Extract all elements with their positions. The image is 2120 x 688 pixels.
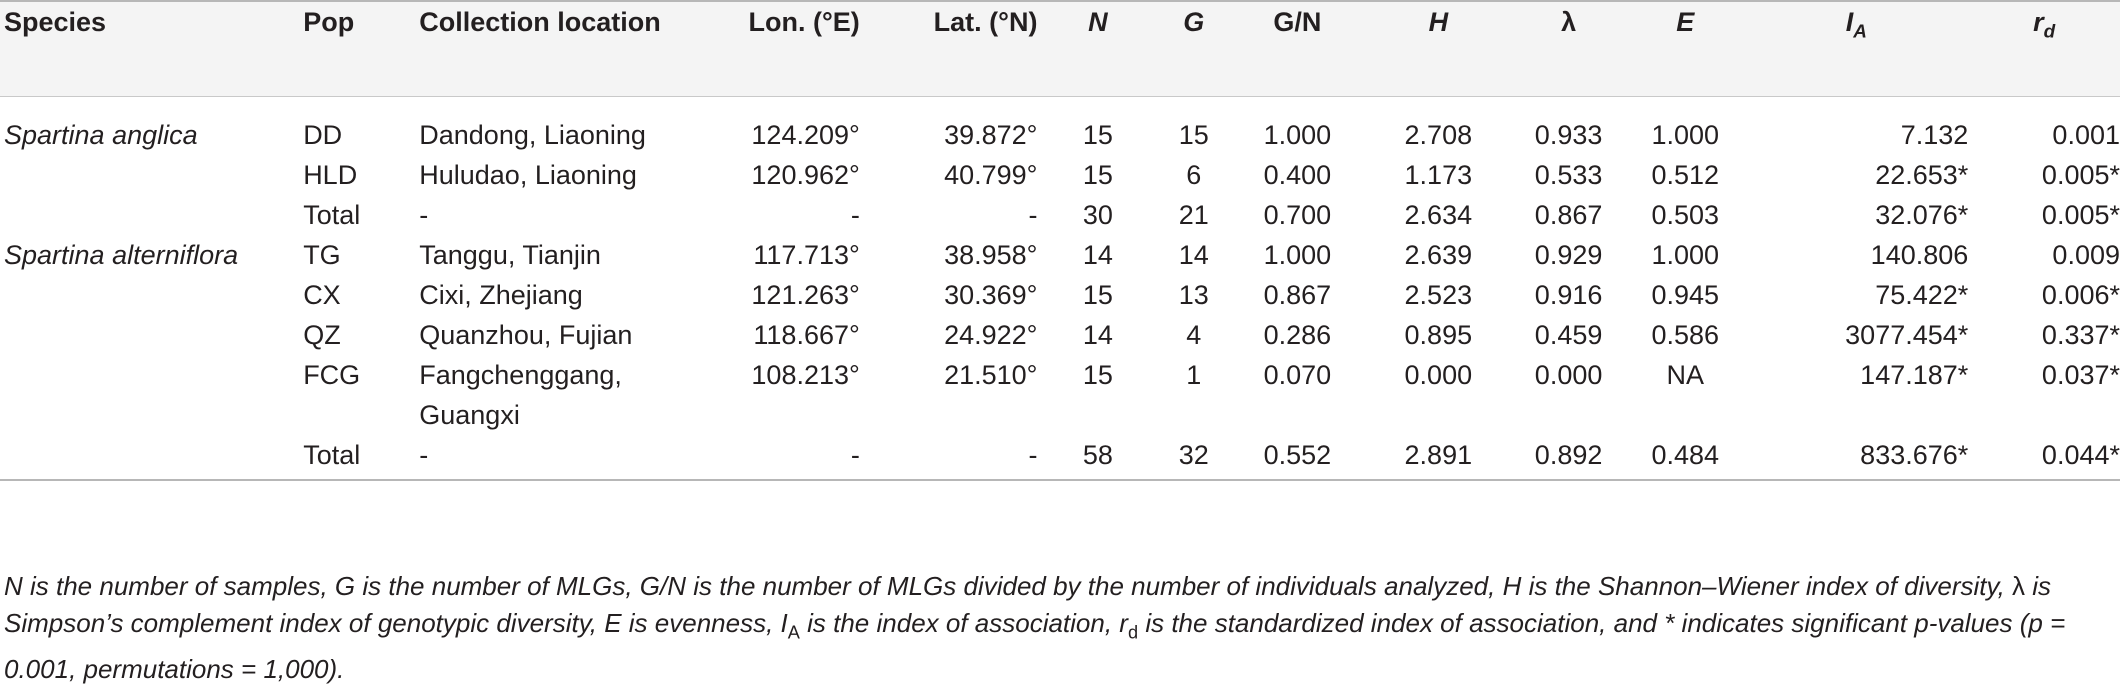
header-h: H	[1428, 7, 1449, 37]
cell-gn: 1.000	[1263, 239, 1332, 270]
header-rd	[1968, 1, 2120, 96]
cell-lon: 108.213°	[751, 359, 860, 390]
header-rd-sub: d	[2043, 21, 2056, 43]
cell-ia: 147.187*	[1860, 359, 1969, 390]
cell-gn: 0.400	[1263, 159, 1332, 190]
cell-e: 0.512	[1651, 159, 1720, 190]
header-rd-base: r	[2033, 7, 2044, 37]
cell-h: 1.173	[1404, 159, 1473, 190]
cell-h: 0.895	[1404, 319, 1473, 350]
cell-n: 15	[1082, 279, 1113, 310]
cell-lon: 120.962°	[751, 159, 860, 190]
cell-h: 2.523	[1404, 279, 1473, 310]
table-row	[0, 315, 2120, 355]
header-e: E	[1676, 7, 1695, 37]
cell-pop: Total	[303, 199, 361, 230]
cell-n: 30	[1082, 199, 1113, 230]
table-row	[0, 435, 2120, 480]
cell-n: 15	[1082, 359, 1113, 390]
cell-location: Quanzhou, Fujian	[419, 319, 633, 350]
table-footnote	[4, 568, 2116, 688]
cell-rd: 0.006*	[2041, 279, 2120, 310]
cell-n: 58	[1082, 439, 1113, 470]
cell-n: 14	[1082, 239, 1113, 270]
cell-lon: -	[850, 199, 860, 230]
table-row	[0, 275, 2120, 315]
cell-ia: 75.422*	[1875, 279, 1969, 310]
header-ia-sub: A	[1853, 21, 1867, 43]
cell-lambda: 0.000	[1534, 359, 1603, 390]
cell-location: Cixi, Zhejiang	[419, 279, 583, 310]
footnote-rd-sub: d	[1127, 622, 1139, 643]
cell-lat: 39.872°	[944, 119, 1038, 150]
cell-g: 15	[1178, 119, 1209, 150]
table-row	[0, 195, 2120, 235]
cell-e: 0.484	[1651, 439, 1720, 470]
cell-lat: 38.958°	[944, 239, 1038, 270]
cell-species: Spartina anglica	[4, 119, 198, 150]
header-collection-location: Collection location	[419, 7, 661, 37]
cell-location: Dandong, Liaoning	[419, 119, 646, 150]
cell-gn: 0.070	[1263, 359, 1332, 390]
cell-h: 2.708	[1404, 119, 1473, 150]
cell-gn: 0.286	[1263, 319, 1332, 350]
cell-pop: QZ	[303, 319, 341, 350]
footnote-part-1: N is the number of samples, G is the number of MLGs, G/N is the number of MLGs divided by the number of individuals analyzed, H is the Shannon–Wiener index of diversity,	[4, 571, 2005, 601]
cell-location: Huludao, Liaoning	[419, 159, 637, 190]
cell-e: 0.945	[1651, 279, 1720, 310]
footnote-part-4: is the standardized index of association, and * indicates significant p-values (p = 0.001, permutations = 1,000).	[4, 608, 2066, 685]
cell-lat: 21.510°	[944, 359, 1038, 390]
cell-lambda: 0.933	[1534, 119, 1603, 150]
cell-g: 4	[1186, 319, 1202, 350]
table-body	[0, 96, 2120, 480]
cell-gn: 0.552	[1263, 439, 1332, 470]
cell-e: 0.586	[1651, 319, 1720, 350]
header-ia	[1744, 1, 1968, 96]
cell-g: 6	[1186, 159, 1202, 190]
cell-h: 2.634	[1404, 199, 1473, 230]
header-lambda: λ	[1561, 7, 1577, 37]
cell-e: 1.000	[1651, 119, 1720, 150]
cell-e: 0.503	[1651, 199, 1720, 230]
cell-pop: DD	[303, 119, 343, 150]
header-lat: Lat. (°N)	[933, 7, 1038, 37]
cell-lat: 30.369°	[944, 279, 1038, 310]
cell-pop: TG	[303, 239, 341, 270]
cell-e: NA	[1666, 359, 1704, 390]
header-n: N	[1088, 7, 1108, 37]
header-pop: Pop	[303, 7, 355, 37]
cell-species	[0, 315, 303, 355]
cell-n: 14	[1082, 319, 1113, 350]
cell-h: 2.639	[1404, 239, 1473, 270]
cell-g: 13	[1178, 279, 1209, 310]
cell-h: 0.000	[1404, 359, 1473, 390]
footnote-ia-sub: A	[787, 622, 800, 643]
footnote-part-2: is Simpson’s complement index of genotypic diversity, E is evenness, I	[4, 571, 2052, 638]
table-row	[0, 235, 2120, 275]
cell-location: -	[419, 199, 429, 230]
cell-e: 1.000	[1651, 239, 1720, 270]
cell-species	[0, 155, 303, 195]
cell-pop: HLD	[303, 159, 358, 190]
cell-lambda: 0.916	[1534, 279, 1603, 310]
cell-location: -	[419, 439, 429, 470]
cell-rd: 0.001	[2052, 119, 2120, 150]
cell-pop: CX	[303, 279, 341, 310]
cell-rd: 0.009	[2052, 239, 2120, 270]
header-ia-base: I	[1845, 7, 1854, 37]
cell-species	[0, 435, 303, 480]
cell-pop: Total	[303, 439, 361, 470]
cell-ia: 140.806	[1870, 239, 1969, 270]
cell-lon: -	[850, 439, 860, 470]
cell-g: 32	[1178, 439, 1209, 470]
cell-rd: 0.037*	[2041, 359, 2120, 390]
cell-lon: 124.209°	[751, 119, 860, 150]
cell-rd: 0.044*	[2041, 439, 2120, 470]
table-row	[0, 155, 2120, 195]
cell-g: 21	[1178, 199, 1209, 230]
table-row	[0, 355, 2120, 435]
cell-rd: 0.005*	[2041, 159, 2120, 190]
cell-species: Spartina alterniflora	[4, 239, 239, 270]
cell-gn: 0.867	[1263, 279, 1332, 310]
cell-lon: 117.713°	[753, 239, 860, 270]
cell-h: 2.891	[1404, 439, 1473, 470]
cell-lambda: 0.459	[1534, 319, 1603, 350]
cell-n: 15	[1082, 159, 1113, 190]
cell-pop: FCG	[303, 359, 361, 390]
cell-n: 15	[1082, 119, 1113, 150]
cell-lambda: 0.533	[1534, 159, 1603, 190]
cell-lambda: 0.867	[1534, 199, 1603, 230]
header-lon: Lon. (°E)	[748, 7, 860, 37]
cell-lat: -	[1028, 439, 1038, 470]
cell-lat: 40.799°	[944, 159, 1038, 190]
cell-ia: 833.676*	[1860, 439, 1969, 470]
cell-lat: 24.922°	[944, 319, 1038, 350]
header-species: Species	[4, 7, 107, 37]
cell-lon: 121.263°	[751, 279, 860, 310]
cell-species	[0, 355, 303, 435]
cell-lon: 118.667°	[753, 319, 860, 350]
cell-ia: 3077.454*	[1845, 319, 1969, 350]
cell-rd: 0.005*	[2041, 199, 2120, 230]
cell-rd: 0.337*	[2041, 319, 2120, 350]
cell-ia: 32.076*	[1875, 199, 1969, 230]
cell-species	[0, 195, 303, 235]
cell-lat: -	[1028, 199, 1038, 230]
table-row	[0, 96, 2120, 155]
cell-g: 14	[1178, 239, 1209, 270]
cell-gn: 1.000	[1263, 119, 1332, 150]
cell-ia: 7.132	[1900, 119, 1969, 150]
footnote-lambda: λ	[2012, 571, 2026, 601]
cell-ia: 22.653*	[1875, 159, 1969, 190]
footnote-part-3: is the index of association, r	[807, 608, 1128, 638]
cell-location: Fangchenggang, Guangxi	[419, 359, 622, 430]
cell-species	[0, 275, 303, 315]
cell-location: Tanggu, Tianjin	[419, 239, 601, 270]
cell-gn: 0.700	[1263, 199, 1332, 230]
cell-lambda: 0.929	[1534, 239, 1603, 270]
cell-lambda: 0.892	[1534, 439, 1603, 470]
header-gn: G/N	[1273, 7, 1322, 37]
header-row	[0, 1, 2120, 96]
header-g: G	[1183, 7, 1205, 37]
cell-g: 1	[1186, 359, 1202, 390]
